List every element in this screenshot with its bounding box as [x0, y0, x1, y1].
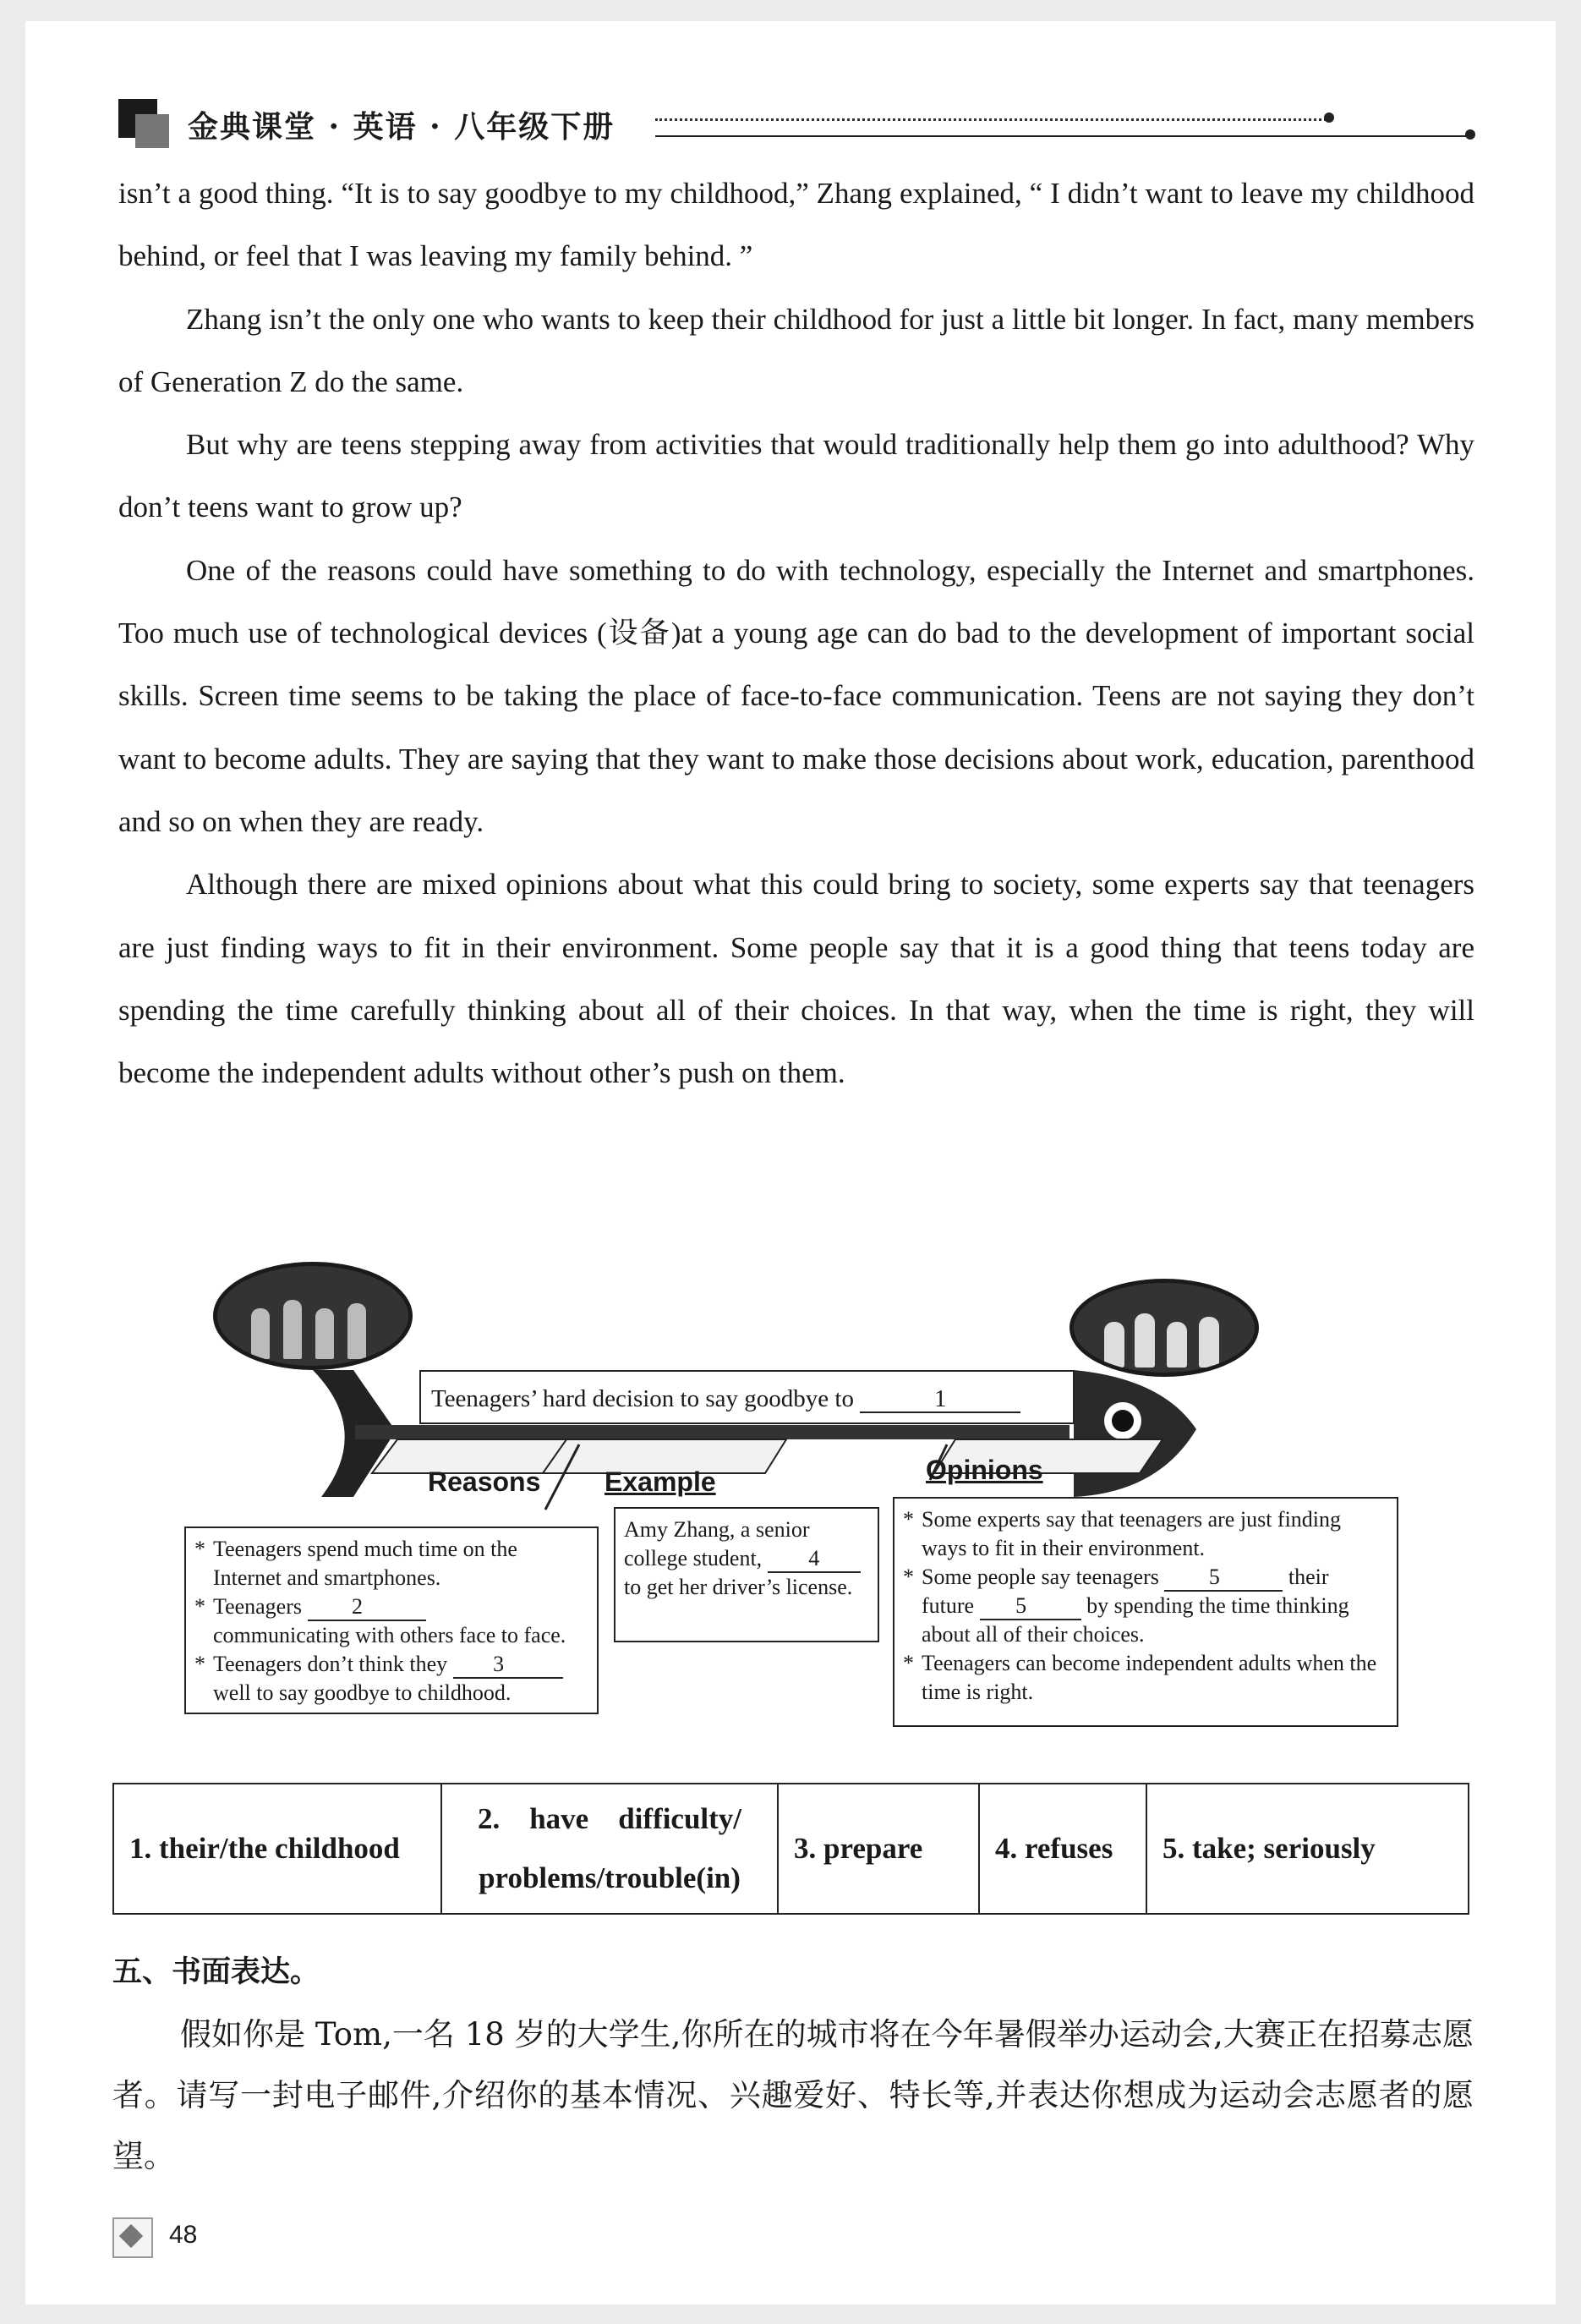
paragraph: isn’t a good thing. “It is to say goodbye to my childhood,” Zhang explained, “ I didn’t want to leave my childhood behind, or feel that I was leaving my family behind. ”: [118, 177, 1474, 273]
answer-cell: 4. refuses: [979, 1784, 1146, 1914]
opinions-box: [893, 1497, 1398, 1727]
page-number: 48: [169, 2221, 198, 2249]
fish-spine: [355, 1425, 1070, 1439]
star-bullet: *: [903, 1651, 914, 1675]
reason-item: * Teenagers 2 communicating with others face to face.: [194, 1594, 566, 1647]
answer-cell: 3. prepare: [778, 1784, 979, 1914]
photo-figure: [1167, 1322, 1187, 1368]
diagram-title-box: [419, 1370, 1075, 1424]
answer-cell: 1. their/the childhood: [113, 1784, 441, 1914]
fish-pupil: [1112, 1410, 1134, 1432]
reason-item: * Teenagers don’t think they 3 well to say goodbye to childhood.: [194, 1650, 588, 1707]
star-bullet: *: [903, 1507, 914, 1532]
star-bullet: *: [194, 1652, 205, 1676]
header-dot: [1465, 129, 1475, 140]
photo-figure: [251, 1308, 270, 1359]
header-dotted-rule: [655, 118, 1332, 121]
reading-passage: [118, 162, 1474, 1104]
section-heading: 五、书面表达。: [112, 1955, 320, 1989]
writing-prompt: 假如你是 Tom,一名 18 岁的大学生,你所在的城市将在今年暑假举办运动会,大赛正在招募志愿者。请写一封电子邮件,介绍你的基本情况、兴趣爱好、特长等,并表达你想成为运动会志愿者的愿望。: [112, 2016, 1474, 2174]
diagram-title: Teenagers’ hard decision to say goodbye to: [431, 1385, 854, 1412]
fishbone-diagram: [169, 1252, 1420, 1725]
adults-office-photo: [1070, 1279, 1259, 1377]
header-dot: [1324, 112, 1334, 123]
answer-cell: 5. take; seriously: [1146, 1784, 1469, 1914]
paragraph: Although there are mixed opinions about what this could bring to society, some experts say that teenagers are just finding ways to fit in their environment. Some people say that it is a good thing that teens today are spending the time carefully thinking about all of their choices. In that way, when the time is right, they will become the independent adults without other’s push on them.: [118, 868, 1474, 1090]
photo-figure: [347, 1303, 366, 1359]
photo-figure: [1199, 1317, 1219, 1368]
photo-figure: [315, 1308, 334, 1359]
opinions-label: Opinions: [926, 1455, 1043, 1485]
reason-item: * Teenagers spend much time on the Internet and smartphones.: [194, 1537, 517, 1590]
opinion-item: * Teenagers can become independent adults when the time is right.: [903, 1651, 1377, 1704]
blank-4: 4: [768, 1546, 861, 1573]
star-bullet: *: [903, 1565, 914, 1589]
opinion-item: * Some experts say that teenagers are just finding ways to fit in their environment.: [903, 1507, 1342, 1560]
opinion-item: * Some people say teenagers 5 their future 5 by spending the time thinking about all of their choices.: [903, 1565, 1349, 1647]
star-bullet: *: [194, 1594, 205, 1619]
paragraph: One of the reasons could have something to do with technology, especially the Internet and smartphones. Too much use of technological devices (设备)at a young age can do bad to the development of important social skills. Screen time seems to be taking the place of face-to-face communication. Teens are not saying they don’t want to become adults. They are saying that they want to make those decisions about work, education, parenthood and so on when they are ready.: [118, 553, 1474, 838]
example-label: Example: [604, 1466, 716, 1497]
reasons-box: [184, 1526, 599, 1714]
answer-table: [112, 1783, 1469, 1915]
blank-2: 2: [308, 1594, 426, 1621]
blank-1: 1: [860, 1386, 1020, 1413]
blank-5b: 5: [980, 1593, 1081, 1620]
photo-figure: [1135, 1313, 1155, 1368]
header-logo-shadow: [135, 114, 169, 148]
header-solid-rule: [655, 135, 1471, 137]
blank-3: 3: [453, 1652, 563, 1679]
example-box: Amy Zhang, a senior college student, 4 to get her driver’s license.: [614, 1507, 879, 1642]
students-running-photo: [213, 1262, 413, 1370]
table-row: [113, 1784, 1469, 1914]
blank-5a: 5: [1164, 1565, 1283, 1592]
photo-figure: [1104, 1322, 1124, 1368]
paragraph: But why are teens stepping away from activities that would traditionally help them go into adulthood? Why don’t teens want to grow up?: [118, 428, 1474, 524]
reasons-label: Reasons: [428, 1466, 541, 1497]
paragraph: Zhang isn’t the only one who wants to keep their childhood for just a little bit longer. In fact, many members of Generation Z do the same.: [118, 302, 1474, 398]
header-title: 金典课堂 · 英语 · 八年级下册: [188, 109, 615, 145]
photo-figure: [283, 1300, 302, 1359]
answer-cell: 2. have difficulty/ problems/trouble(in): [441, 1784, 778, 1914]
star-bullet: *: [194, 1537, 205, 1561]
